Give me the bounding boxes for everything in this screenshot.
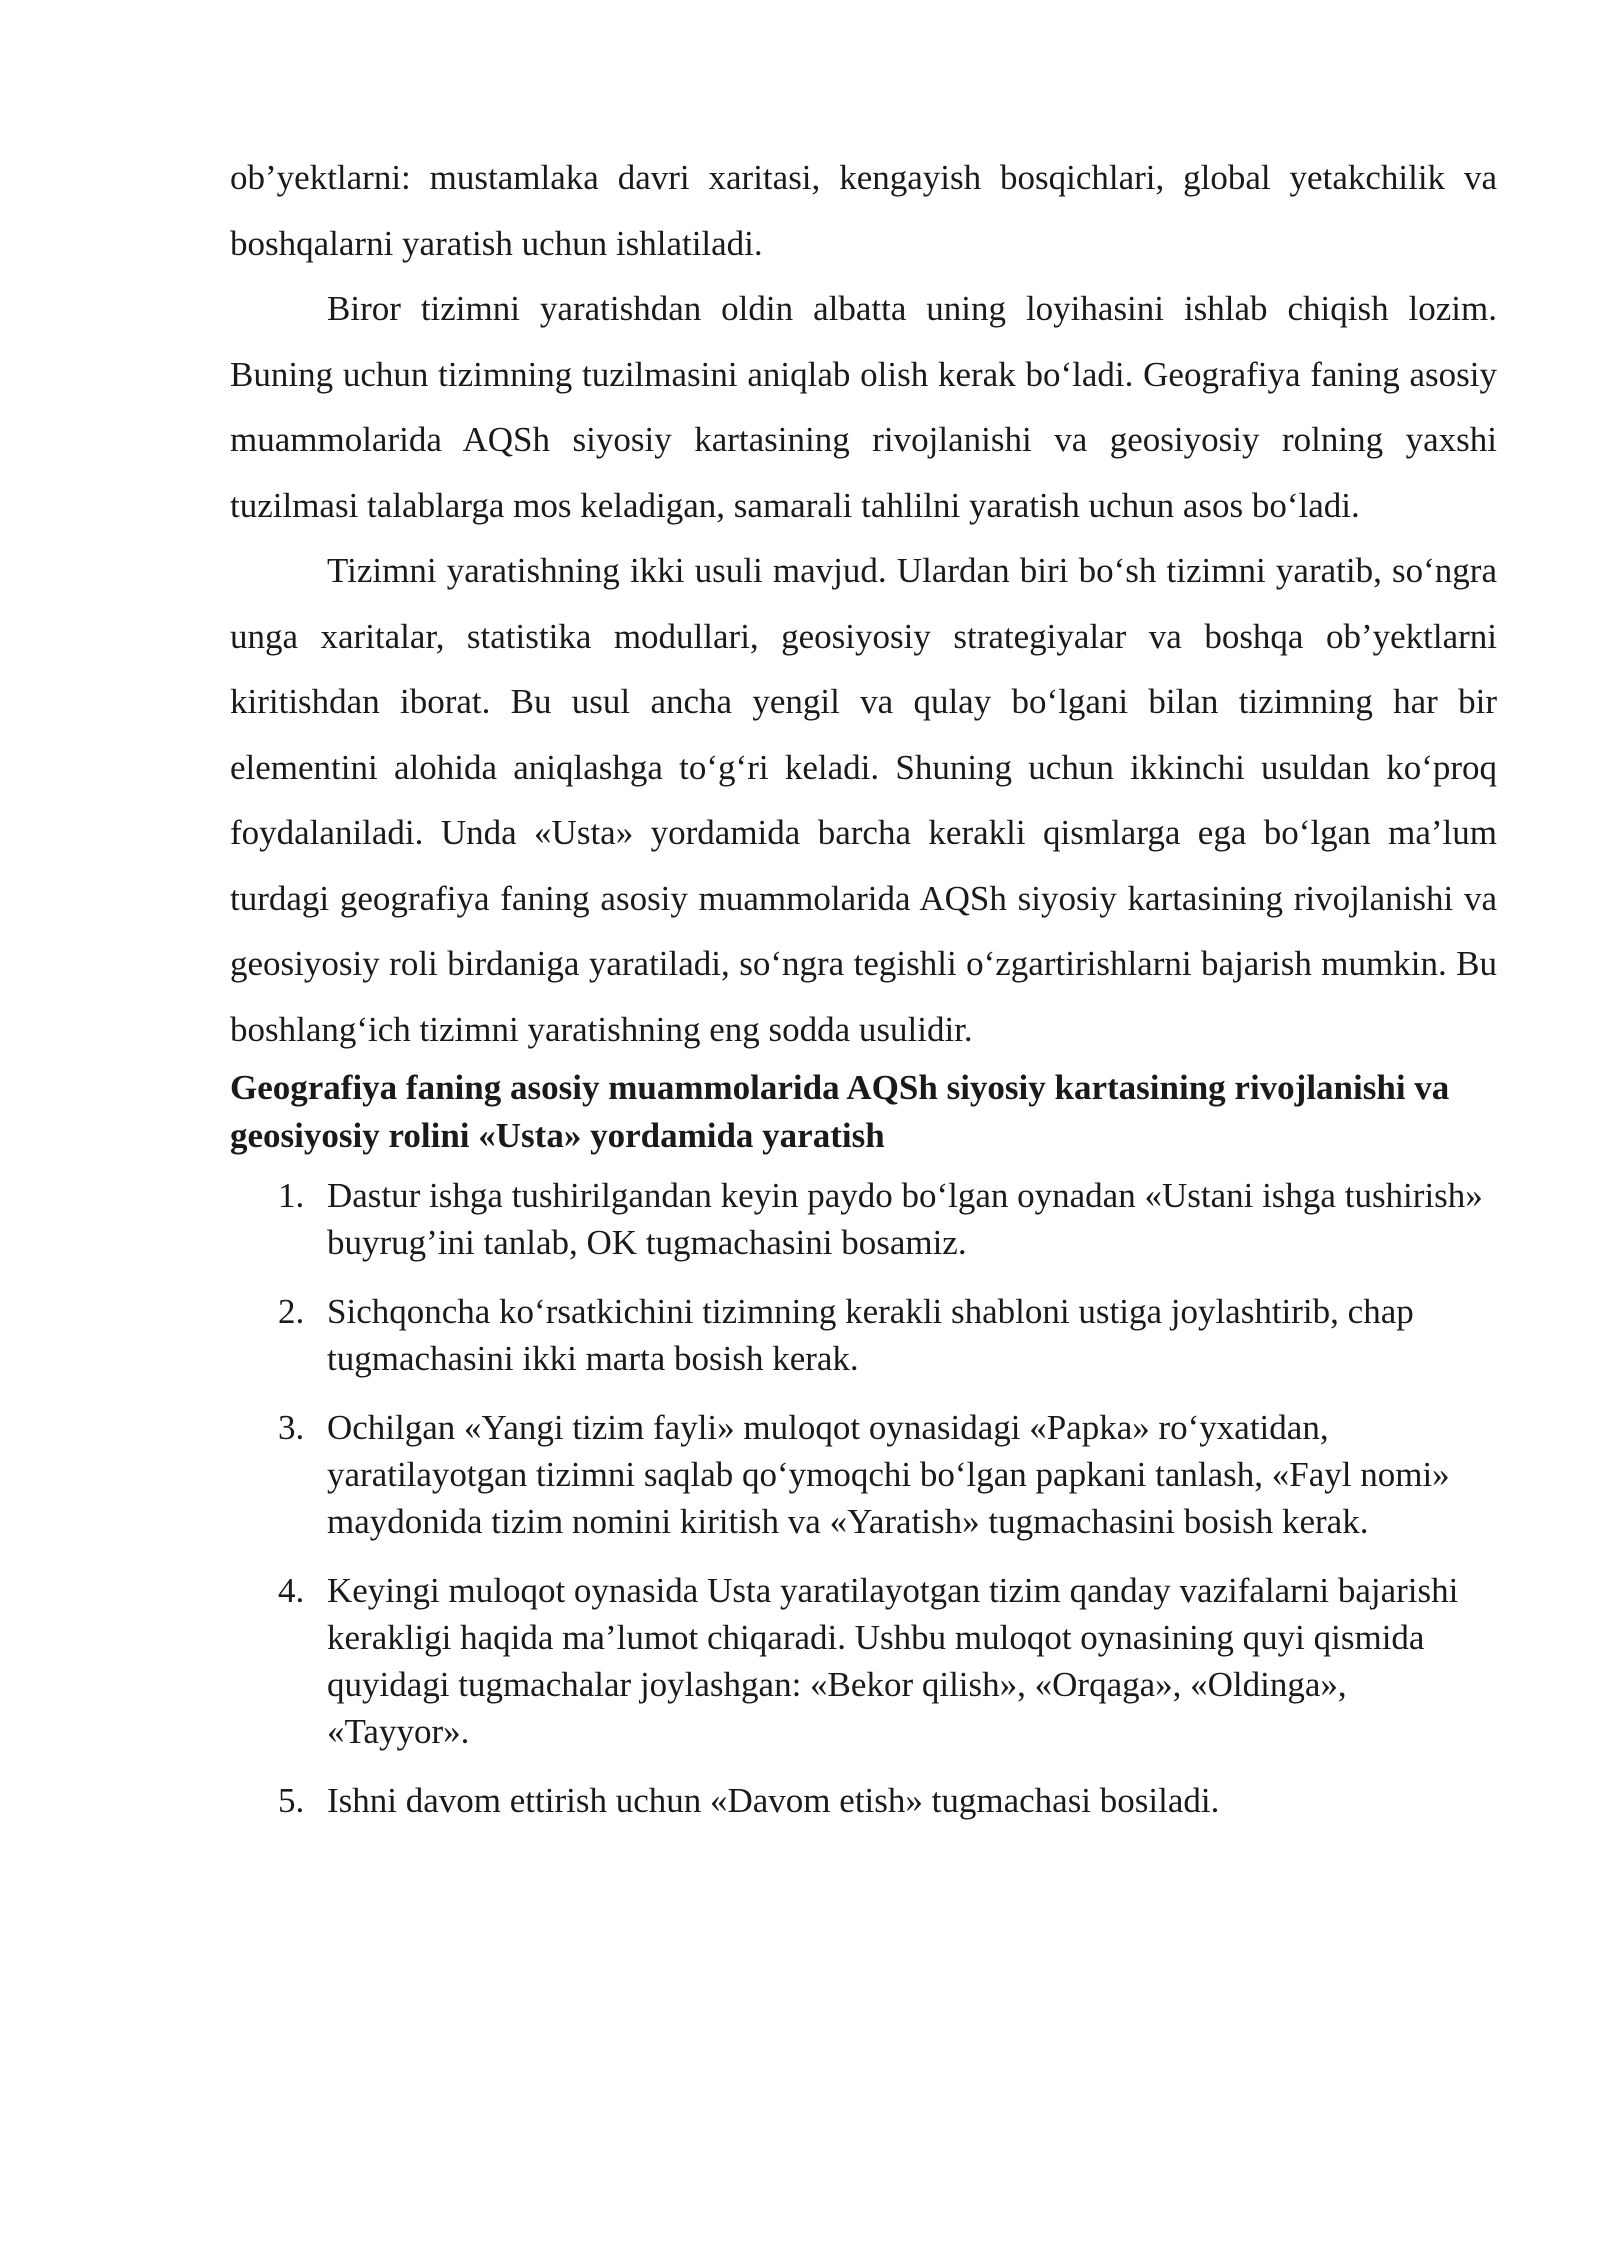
list-item-text: Ochilgan «Yangi tizim fayli» muloqot oynasidagi «Papka» ro‘yxatidan, yaratilayotgan tizimni saqlab qo‘ymoqchi bo‘lgan papkani tanlash, «Fayl nomi» maydonida tizim nomini kiritish va «Yaratish» tugmachasini bosish kerak. — [327, 1408, 1450, 1541]
list-item-number: 2. — [278, 1292, 305, 1331]
list-item — [230, 1404, 1497, 1545]
section-heading: Geografiya faning asosiy muammolarida AQSh siyosiy kartasining rivojlanishi va geosiyosiy rolini «Usta» yordamida yaratish — [230, 1068, 1450, 1155]
list-item — [230, 1288, 1497, 1382]
body-paragraph: ob’yektlarni: mustamlaka davri xaritasi, kengayish bosqichlari, global yetakchilik va boshqalarni yaratish uchun ishlatiladi. — [230, 158, 1497, 263]
body-paragraph: Tizimni yaratishning ikki usuli mavjud. Ulardan biri bo‘sh tizimni yaratib, so‘ngra unga xaritalar, statistika modullari, geosiyosiy strategiyalar va boshqa ob’yektlarni kiritishdan iborat. Bu usul ancha yengil va qulay bo‘lgani bilan tizimning har bir elementini alohida aniqlashga to‘g‘ri keladi. Shuning uchun ikkinchi usuldan ko‘proq foydalaniladi. Unda «Usta» yordamida barcha kerakli qismlarga ega bo‘lgan ma’lum turdagi geografiya faning asosiy muammolarida AQSh siyosiy kartasining rivojlanishi va geosiyosiy roli birdaniga yaratiladi, so‘ngra tegishli o‘zgartirishlarni bajarish mumkin. Bu boshlang‘ich tizimni yaratishning eng sodda usulidir. — [230, 551, 1497, 1049]
list-item-text: Sichqoncha ko‘rsatkichini tizimning kerakli shabloni ustiga joylashtirib, chap tugmachasini ikki marta bosish kerak. — [327, 1292, 1414, 1378]
list-item-number: 5. — [278, 1781, 305, 1820]
list-item — [230, 1567, 1497, 1755]
body-paragraph: Biror tizimni yaratishdan oldin albatta uning loyihasini ishlab chiqish lozim. Buning uchun tizimning tuzilmasini aniqlab olish kerak bo‘ladi. Geografiya faning asosiy muammolarida AQSh siyosiy kartasining rivojlanishi va geosiyosiy rolning yaxshi tuzilmasi talablarga mos keladigan, samarali tahlilni yaratish uchun asos bo‘ladi. — [230, 289, 1497, 525]
list-item-text: Dastur ishga tushirilgandan keyin paydo bo‘lgan oynadan «Ustani ishga tushirish» buyrug’ini tanlab, OK tugmachasini bosamiz. — [327, 1176, 1483, 1262]
list-item-text: Keyingi muloqot oynasida Usta yaratilayotgan tizim qanday vazifalarni bajarishi kerakligi haqida ma’lumot chiqaradi. Ushbu muloqot oynasining quyi qismida quyidagi tugmachalar joylashgan: «Bekor qilish», «Orqaga», «Oldinga», «Tayyor». — [327, 1571, 1459, 1751]
list-item-number: 4. — [278, 1571, 305, 1610]
list-item-number: 1. — [278, 1176, 305, 1215]
document-page — [230, 145, 1497, 1846]
list-item — [230, 1172, 1497, 1266]
list-item — [230, 1777, 1497, 1824]
list-item-number: 3. — [278, 1408, 305, 1447]
steps-list — [230, 1172, 1497, 1824]
list-item-text: Ishni davom ettirish uchun «Davom etish» tugmachasi bosiladi. — [327, 1781, 1220, 1820]
